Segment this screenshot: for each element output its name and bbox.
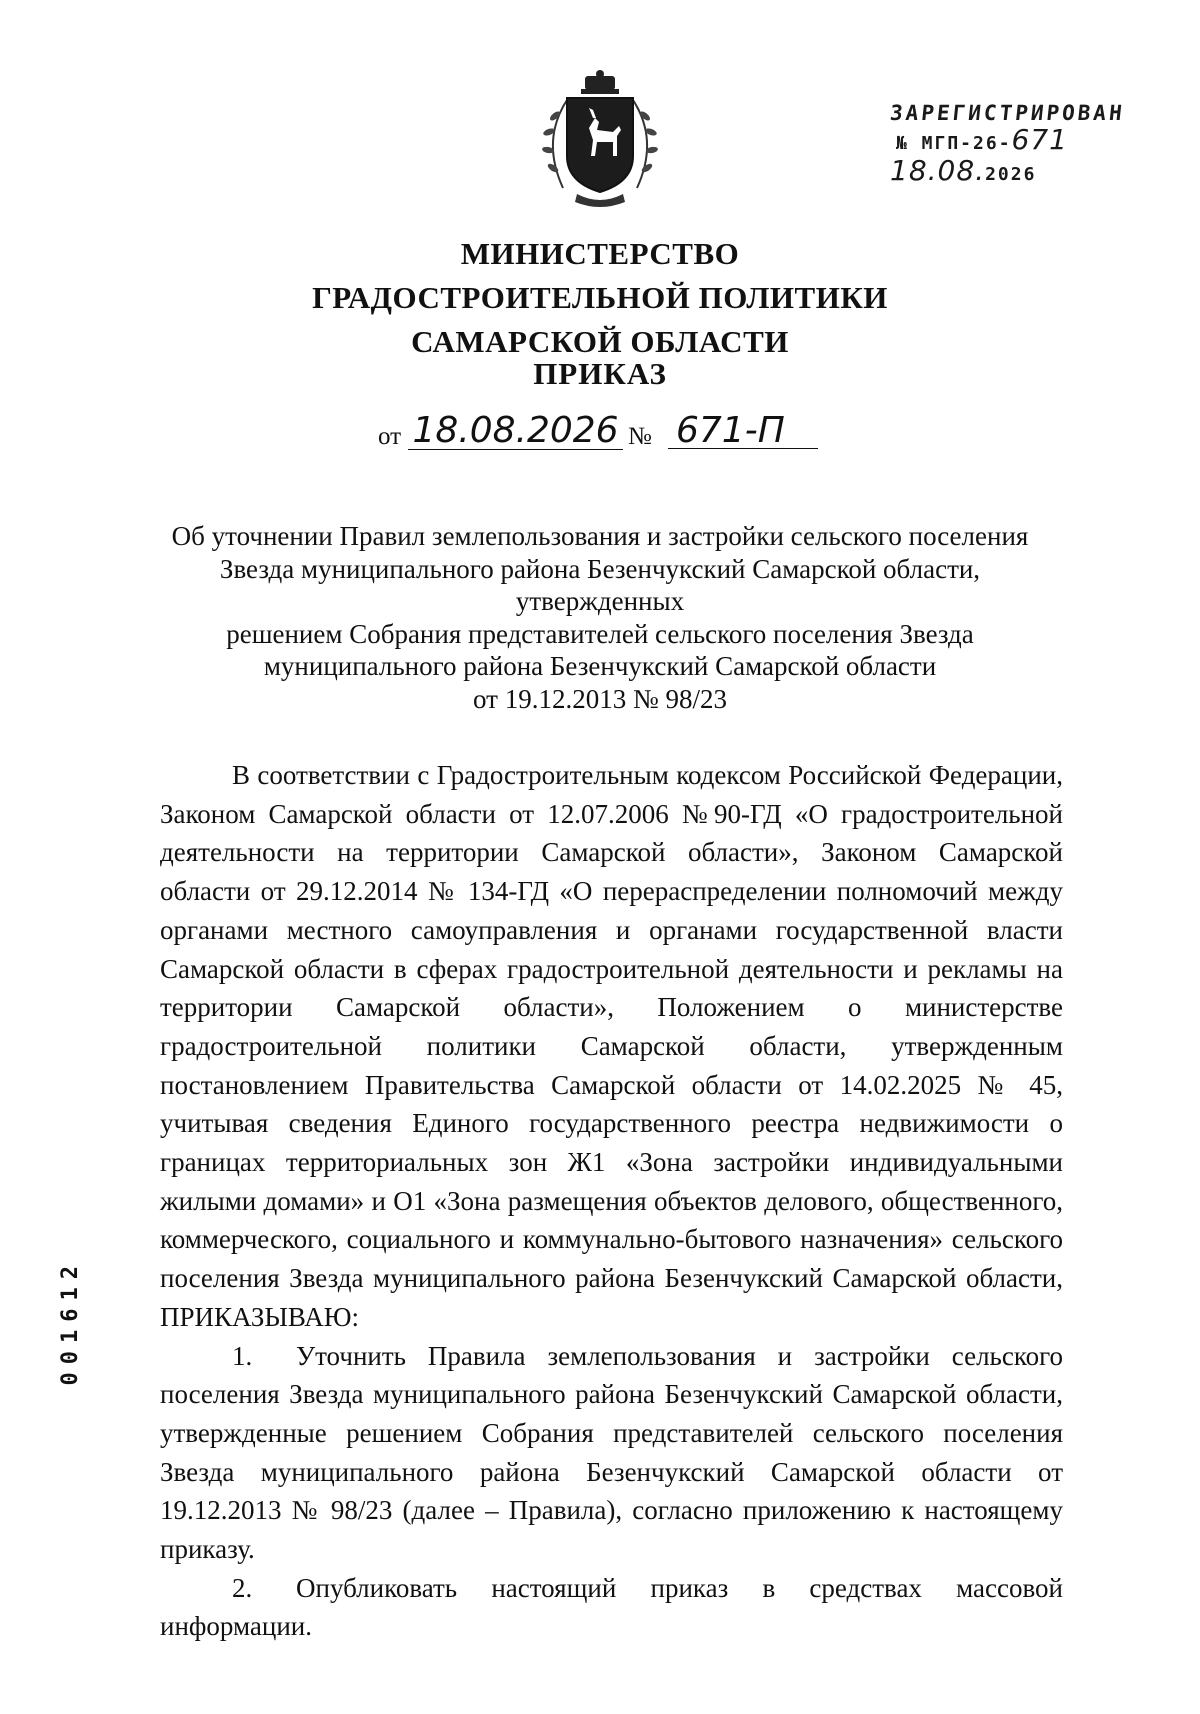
title-line-2: Звезда муниципального района Безенчукский Самарской области, утвержденных bbox=[219, 553, 981, 616]
document-body bbox=[160, 756, 1063, 1646]
date-handwritten: 18.08.2026 bbox=[408, 411, 623, 450]
side-code-text: 001612 bbox=[58, 1258, 83, 1386]
date-prefix: от bbox=[378, 423, 402, 450]
date-number-line bbox=[378, 410, 818, 453]
document-title bbox=[140, 520, 1060, 715]
order-item-2-text: Опубликовать настоящий приказ в средствах массовой информации. bbox=[160, 1572, 1063, 1642]
stamp-date-handwritten: 18.08. bbox=[890, 153, 986, 187]
number-handwritten: 671-П bbox=[668, 411, 818, 449]
ministry-name bbox=[0, 232, 1200, 364]
ministry-name-line-2: ГРАДОСТРОИТЕЛЬНОЙ ПОЛИТИКИ bbox=[312, 280, 888, 315]
order-item-1-number: 1. bbox=[232, 1340, 253, 1371]
order-item-2 bbox=[160, 1569, 1063, 1646]
document-type: ПРИКАЗ bbox=[533, 356, 667, 391]
registration-stamp bbox=[890, 102, 1130, 187]
title-line-4: муниципального района Безенчукский Самарской области bbox=[263, 651, 937, 681]
stamp-number-handwritten: 671 bbox=[1011, 123, 1068, 157]
ministry-name-line-3: САМАРСКОЙ ОБЛАСТИ bbox=[411, 324, 789, 359]
preamble-paragraph: В соответствии с Градостроительным кодексом Российской Федерации, Законом Самарской области от 12.07.2006 №90-ГД «О градостроительной деятельности на территории Самарской области», Законом Самарской области от 29.12.2014 № 134-ГД «О перераспределении полномочий между органами местного самоуправления и органами государственной власти Самарской области в сферах градостроительной деятельности и рекламы на территории Самарской области», Положением о министерстве градостроительной политики Самарской области, утвержденным постановлением Правительства Самарской области от 14.02.2025 № 45, учитывая сведения Единого государственного реестра недвижимости о границах территориальных зон Ж1 «Зона застройки индивидуальными жилыми домами» и О1 «Зона размещения объектов делового, общественного, коммерческого, социального и коммунально-бытового назначения» сельского поселения Звезда муниципального района Безенчукский Самарской области, ПРИКАЗЫВАЮ: bbox=[160, 760, 1063, 1332]
stamp-registered-label: ЗАРЕГИСТРИРОВАН bbox=[888, 101, 1126, 125]
title-line-3: решением Собрания представителей сельского поселения Звезда bbox=[226, 618, 974, 649]
number-sign: № bbox=[628, 423, 652, 450]
order-item-2-number: 2. bbox=[232, 1572, 253, 1603]
ministry-name-line-1: МИНИСТЕРСТВО bbox=[460, 236, 740, 271]
stamp-number-line bbox=[896, 125, 1130, 156]
stamp-date-year: 2026 bbox=[985, 163, 1037, 185]
order-item-1 bbox=[160, 1337, 1063, 1569]
order-item-1-text: Уточнить Правила землепользования и застройки сельского поселения Звезда муниципального района Безенчукский Самарской области, утвержденные решением Собрания представителей сельского поселения Звезда муниципального района Безенчукский Самарской области от 19.12.2013 № 98/23 (далее – Правила), согласно приложению к настоящему приказу. bbox=[160, 1340, 1063, 1565]
title-line-1: Об уточнении Правил землепользования и застройки сельского поселения bbox=[171, 521, 1029, 551]
stamp-date-line bbox=[890, 153, 1130, 187]
coat-of-arms-emblem bbox=[533, 70, 667, 210]
title-line-5: от 19.12.2013 № 98/23 bbox=[473, 683, 727, 714]
side-registration-code bbox=[58, 1258, 88, 1388]
stamp-number-prefix: № МГП-26- bbox=[896, 133, 1012, 155]
